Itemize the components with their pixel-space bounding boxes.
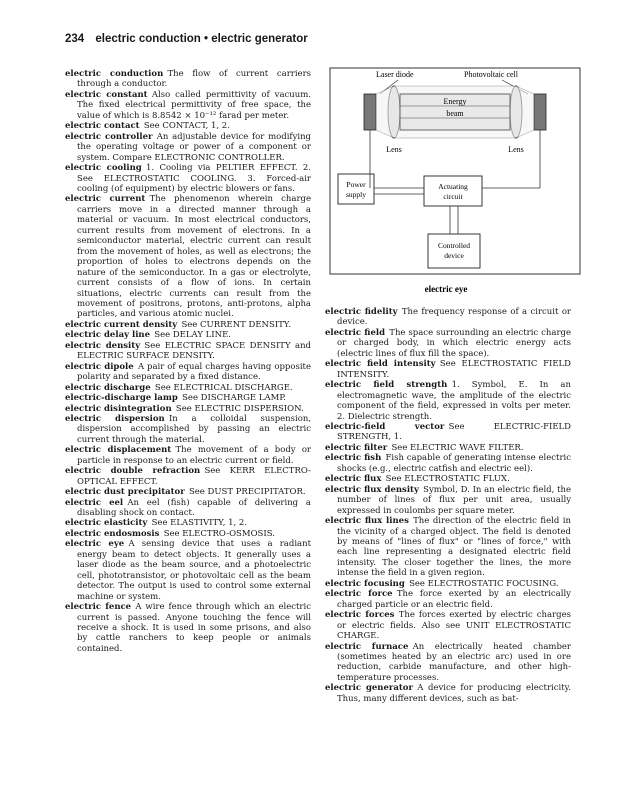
dictionary-entry: [65, 602, 311, 654]
entry-term: electric current: [65, 194, 146, 205]
entry-definition: A pair of equal charges having opposite polarity and separated by a fixed distance.: [77, 361, 311, 383]
entry-definition: 1. Cooling via PELTIER EFFECT. 2. See ELECTROSTATIC COOLING. 3. Forced-air cooling (of equipment) by electric blowers or fans.: [77, 163, 312, 194]
actuating-label-2: circuit: [443, 192, 463, 201]
entry-definition: See DUST PRECIPITATOR.: [188, 487, 306, 498]
dictionary-entry: [65, 341, 311, 362]
entry-definition: The direction of the electric field in the vicinity of a charged object. The field is denoted by means of "lines of flux" or "lines of force," with each line representing a designated electric field intensity. The closer together the lines, the more intense the field in a given region.: [337, 516, 571, 579]
entry-definition: The flow of current carriers through a conductor.: [77, 69, 311, 90]
dictionary-entry: [325, 610, 571, 641]
entry-term: electric constant: [65, 89, 148, 100]
entry-definition: See ELECTRIC-FIELD STRENGTH, 1.: [337, 421, 571, 443]
entry-definition: See ELECTROSTATIC FLUX.: [385, 474, 510, 485]
entry-term: electric contact: [65, 121, 140, 132]
entry-term: electric discharge: [65, 382, 151, 393]
entry-term: electric force: [325, 589, 393, 600]
dictionary-entry: [65, 163, 311, 194]
entry-definition: An electrically heated chamber (sometimes heated by an electric arc) used in ore reduction, carbide manufacture, and other high-temperature processes.: [337, 641, 571, 683]
dictionary-entry: [65, 383, 311, 393]
entry-definition: The forces exerted by electric charges or electric fields. Also see UNIT ELECTROSTATIC CHARGE.: [337, 610, 571, 642]
entry-definition: The phenomenon wherein charge carriers move in a directed manner through a material or vacuum. In most electrical conductors, current results from movement of electrons. In a semiconductor material, electric current can result from the movement of holes, as well as electrons; the proportion of holes to electrons depends on the nature of the semiconductor. In a gas or electrolyte, current consists of a flow of ions. In certain situations, electric currents can result from the movement of positrons, protons, anti-protons, alpha particles, and various atomic nuclei.: [77, 194, 311, 320]
entry-definition: See ELECTRICAL DISCHARGE.: [154, 382, 293, 393]
entry-definition: See DELAY LINE.: [154, 330, 231, 341]
dictionary-entry: [65, 487, 311, 497]
dictionary-entry: [65, 529, 311, 539]
left-column: [65, 69, 311, 654]
dictionary-entry: [325, 443, 571, 453]
energy-label: Energy: [443, 97, 467, 106]
dictionary-entry: [65, 194, 311, 319]
entry-term: electric controller: [65, 131, 153, 142]
entry-term: electric eel: [65, 497, 124, 508]
entry-definition: Also called permittivity of vacuum. The fixed electrical permittivity of free space, the value of which is 8.8542 × 10⁻¹² farad per meter.: [77, 89, 311, 121]
entry-term: electric fish: [325, 453, 382, 464]
entry-term: electric fidelity: [325, 307, 398, 317]
laser-diode-block: [364, 94, 376, 130]
entry-term: electric flux: [325, 474, 382, 485]
entry-definition: An adjustable device for modifying the operating voltage or power of a component or system. Compare ELECTRONIC CONTROLLER.: [77, 131, 311, 163]
beam-label: beam: [446, 109, 464, 118]
dictionary-entry: [325, 579, 571, 589]
entry-definition: See ELECTRIC SPACE DENSITY and ELECTRIC SURFACE DENSITY.: [77, 340, 311, 362]
entry-term: electric field intensity: [325, 359, 436, 370]
dictionary-entry: [65, 69, 311, 90]
dictionary-entry: [325, 422, 571, 443]
entry-term: electric density: [65, 340, 141, 351]
power-supply-label-1: Power: [346, 180, 366, 189]
entry-term: electric delay line: [65, 330, 151, 341]
entry-definition: The space surrounding an electric charge or charged body, in which electric energy acts (electric lines of flux fill the space).: [337, 327, 572, 359]
photovoltaic-cell-block: [534, 94, 546, 130]
entry-definition: See ELECTRIC DISPERSION.: [175, 403, 304, 414]
dictionary-entry: [325, 359, 571, 380]
dictionary-entry: [325, 453, 571, 474]
power-supply-box: [338, 174, 374, 204]
dictionary-entry: [65, 539, 311, 602]
entry-definition: The frequency response of a circuit or device.: [337, 307, 571, 328]
dictionary-entry: [65, 330, 311, 340]
entry-definition: See ELECTRO-OSMOSIS.: [163, 528, 275, 539]
entry-definition: See DISCHARGE LAMP.: [182, 393, 287, 404]
entry-definition: The movement of a body or particle in response to an electric current or field.: [77, 445, 311, 466]
dictionary-entry: [65, 518, 311, 528]
entry-term: electric flux density: [325, 484, 419, 495]
entry-definition: See ELECTROSTATIC FOCUSING.: [409, 578, 559, 589]
dictionary-entry: [65, 132, 311, 163]
lens-right-label: Lens: [508, 145, 524, 154]
entry-definition: See KERR ELECTRO-OPTICAL EFFECT.: [77, 466, 312, 487]
entry-term: electric elasticity: [65, 518, 148, 529]
entry-term: electric dust precipitator: [65, 487, 185, 498]
dictionary-entry: [325, 683, 571, 704]
dictionary-entry: [65, 393, 311, 403]
dictionary-entry: [325, 642, 571, 684]
entry-term: electric generator: [325, 683, 413, 694]
entry-term: electric field strength: [325, 380, 448, 391]
dictionary-entry: [325, 380, 571, 422]
electric-eye-figure: [328, 64, 584, 304]
entry-term: electric disintegration: [65, 403, 172, 414]
entry-term: electric flux lines: [325, 516, 409, 527]
entry-term: electric furnace: [325, 641, 409, 652]
photovoltaic-cell-label: Photovoltaic cell: [464, 70, 518, 79]
dictionary-entry: [65, 90, 311, 121]
entry-definition: See ELECTROSTATIC FIELD INTENSITY.: [337, 359, 571, 380]
dictionary-entry: [325, 307, 571, 328]
entry-term: electric displacement: [65, 445, 172, 456]
dictionary-entry: [325, 589, 571, 610]
lens-left-label: Lens: [386, 145, 402, 154]
page-number: 234: [65, 33, 85, 45]
entry-definition: An eel (fish) capable of delivering a disabling shock on contact.: [77, 497, 311, 519]
dictionary-entry: [65, 414, 311, 445]
entry-definition: See ELECTRIC WAVE FILTER.: [391, 442, 524, 453]
entry-definition: 1. Symbol, E. In an electromagnetic wave, the amplitude of the electric component of the field, expressed in volts per meter. 2. Dielectric strength.: [337, 380, 571, 422]
dictionary-entry: [65, 445, 311, 466]
actuating-circuit-box: [424, 176, 482, 206]
entry-term: electric endosmosis: [65, 528, 160, 539]
dictionary-entry: [325, 328, 571, 359]
entry-term: electric current density: [65, 319, 178, 330]
dictionary-entry: [65, 404, 311, 414]
entry-term: electric fence: [65, 602, 132, 613]
entry-term: electric filter: [325, 442, 388, 453]
entry-term: electric-discharge lamp: [65, 393, 178, 404]
entry-term: electric-field vector: [325, 421, 445, 432]
laser-diode-label: Laser diode: [376, 70, 414, 79]
entry-definition: See ELASTIVITY, 1, 2.: [151, 518, 248, 529]
running-head: electric conduction • electric generator: [95, 33, 308, 45]
entry-term: electric forces: [325, 610, 395, 621]
entry-definition: Fish capable of generating intense electric shocks (e.g., electric catfish and electric eel).: [337, 453, 571, 474]
dictionary-entry: [65, 320, 311, 330]
entry-term: electric dispersion: [65, 413, 165, 424]
entry-definition: Symbol, D. In an electric field, the number of lines of flux per unit area, usually expressed in coulombs per square meter.: [337, 484, 571, 516]
dictionary-entry: [325, 485, 571, 516]
power-supply-label-2: supply: [345, 190, 367, 199]
entry-term: electric field: [325, 327, 386, 338]
entry-definition: See CONTACT, 1, 2.: [143, 121, 230, 132]
entry-term: electric dipole: [65, 361, 134, 372]
controlled-label-1: Controlled: [437, 241, 471, 250]
running-header: [65, 33, 585, 45]
dictionary-entry: [325, 516, 571, 579]
entry-definition: A sensing device that uses a radiant energy beam to detect objects. It generally uses a laser diode as the beam source, and a photoelectric cell, phototransistor, or photovoltaic cell as the beam detector. The output is used to control some external machine or system.: [77, 539, 311, 602]
dictionary-entry: [65, 498, 311, 519]
controlled-label-2: device: [444, 251, 464, 260]
figure-caption: electric eye: [424, 284, 468, 294]
dictionary-entry: [65, 362, 311, 383]
actuating-label-1: Actuating: [438, 182, 468, 191]
entry-term: electric conduction: [65, 69, 164, 79]
entry-definition: A device for producing electricity. Thus, many different devices, such as bat-: [337, 683, 571, 704]
entry-definition: A wire fence through which an electric current is passed. Anyone touching the fence will receive a shock. It is used in some prisons, and also by cattle ranchers to keep people or animals contained.: [77, 602, 311, 654]
electric-eye-diagram: [328, 64, 584, 304]
entry-term: electric focusing: [325, 578, 405, 589]
entry-definition: See CURRENT DENSITY.: [181, 319, 292, 330]
entry-term: electric cooling: [65, 163, 142, 174]
dictionary-entry: [325, 474, 571, 484]
entry-definition: The force exerted by an electrically charged particle or an electric field.: [337, 589, 571, 610]
entry-term: electric eye: [65, 539, 125, 550]
entry-definition: In a colloidal suspension, dispersion accomplished by passing an electric current through the material.: [77, 413, 312, 445]
entry-term: electric double refraction: [65, 466, 201, 477]
right-column: [325, 307, 571, 704]
dictionary-entry: [65, 466, 311, 487]
dictionary-entry: [65, 121, 311, 131]
